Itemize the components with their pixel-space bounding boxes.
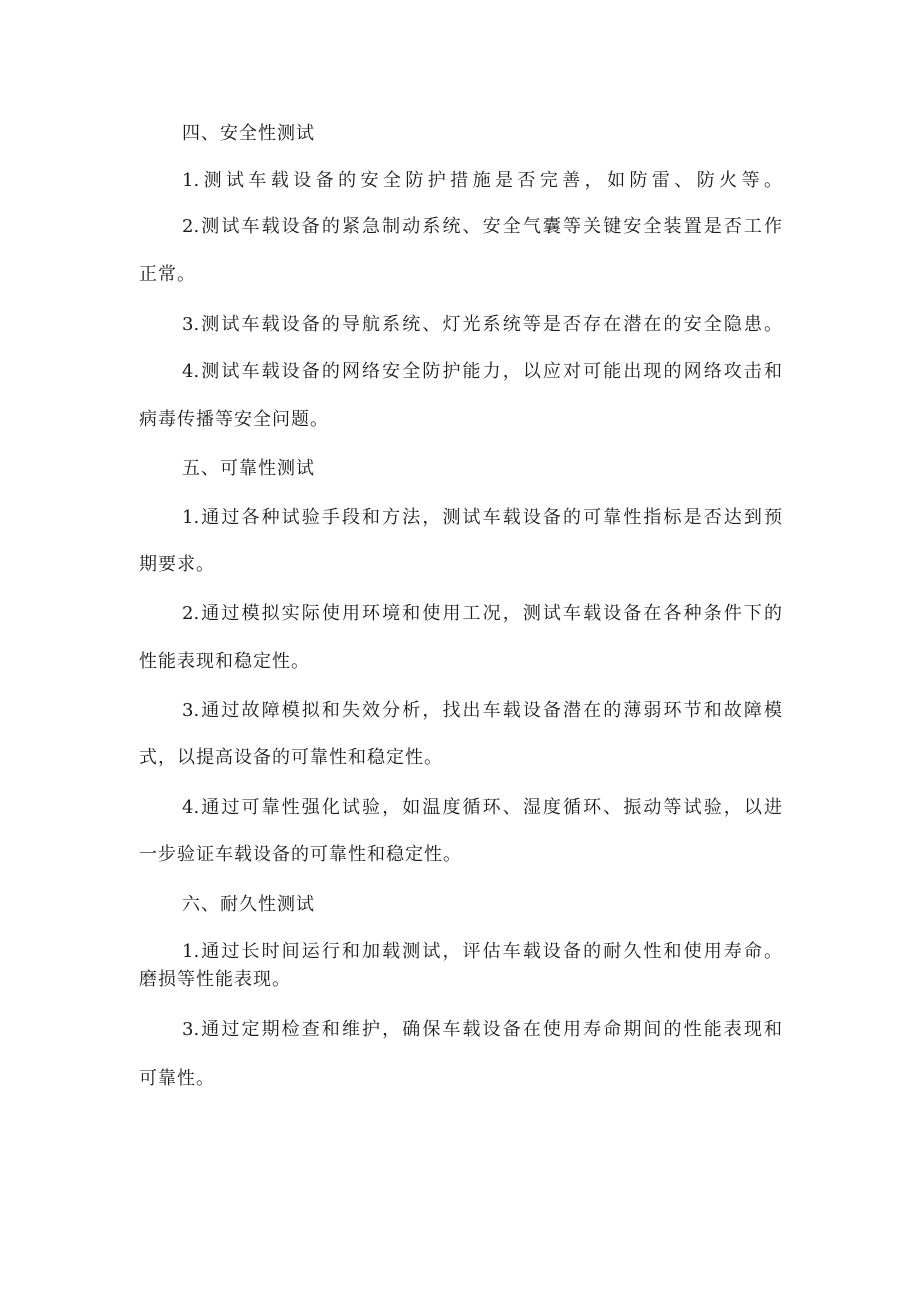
paragraph-line: 病毒传播等安全问题。 bbox=[139, 409, 329, 430]
paragraph-line: 性能表现和稳定性。 bbox=[139, 651, 310, 672]
paragraph-line: 期要求。 bbox=[139, 554, 215, 575]
paragraph-line: 一步验证车载设备的可靠性和稳定性。 bbox=[139, 844, 462, 865]
section-heading: 四、安全性测试 bbox=[182, 123, 315, 144]
paragraph-line: 1.通过长时间运行和加载测试，评估车载设备的耐久性和使用寿命。 bbox=[182, 941, 782, 962]
section-heading: 五、可靠性测试 bbox=[182, 458, 315, 479]
paragraph-line: 式，以提高设备的可靠性和稳定性。 bbox=[139, 747, 443, 768]
paragraph-line: 2.测试车载设备的紧急制动系统、安全气囊等关键安全装置是否工作 bbox=[182, 216, 782, 237]
paragraph-line: 3.通过故障模拟和失效分析，找出车载设备潜在的薄弱环节和故障模 bbox=[182, 700, 782, 721]
paragraph-line: 1.测试车载设备的安全防护措施是否完善，如防雷、防火等。 bbox=[182, 170, 782, 191]
paragraph-line: 3.测试车载设备的导航系统、灯光系统等是否存在潜在的安全隐患。 bbox=[182, 314, 782, 335]
paragraph-line: 4.测试车载设备的网络安全防护能力，以应对可能出现的网络攻击和 bbox=[182, 361, 782, 382]
paragraph-line: 4.通过可靠性强化试验，如温度循环、湿度循环、振动等试验，以进 bbox=[182, 797, 782, 818]
paragraph-line: 1.通过各种试验手段和方法，测试车载设备的可靠性指标是否达到预 bbox=[182, 507, 782, 528]
section-heading: 六、耐久性测试 bbox=[182, 894, 315, 915]
paragraph-line: 2.通过模拟实际使用环境和使用工况，测试车载设备在各种条件下的 bbox=[182, 603, 782, 624]
paragraph-line: 正常。 bbox=[139, 264, 196, 285]
paragraph-line: 3.通过定期检查和维护，确保车载设备在使用寿命期间的性能表现和 bbox=[182, 1019, 782, 1040]
paragraph-line: 磨损等性能表现。 bbox=[139, 969, 291, 990]
paragraph-line: 可靠性。 bbox=[139, 1068, 215, 1089]
